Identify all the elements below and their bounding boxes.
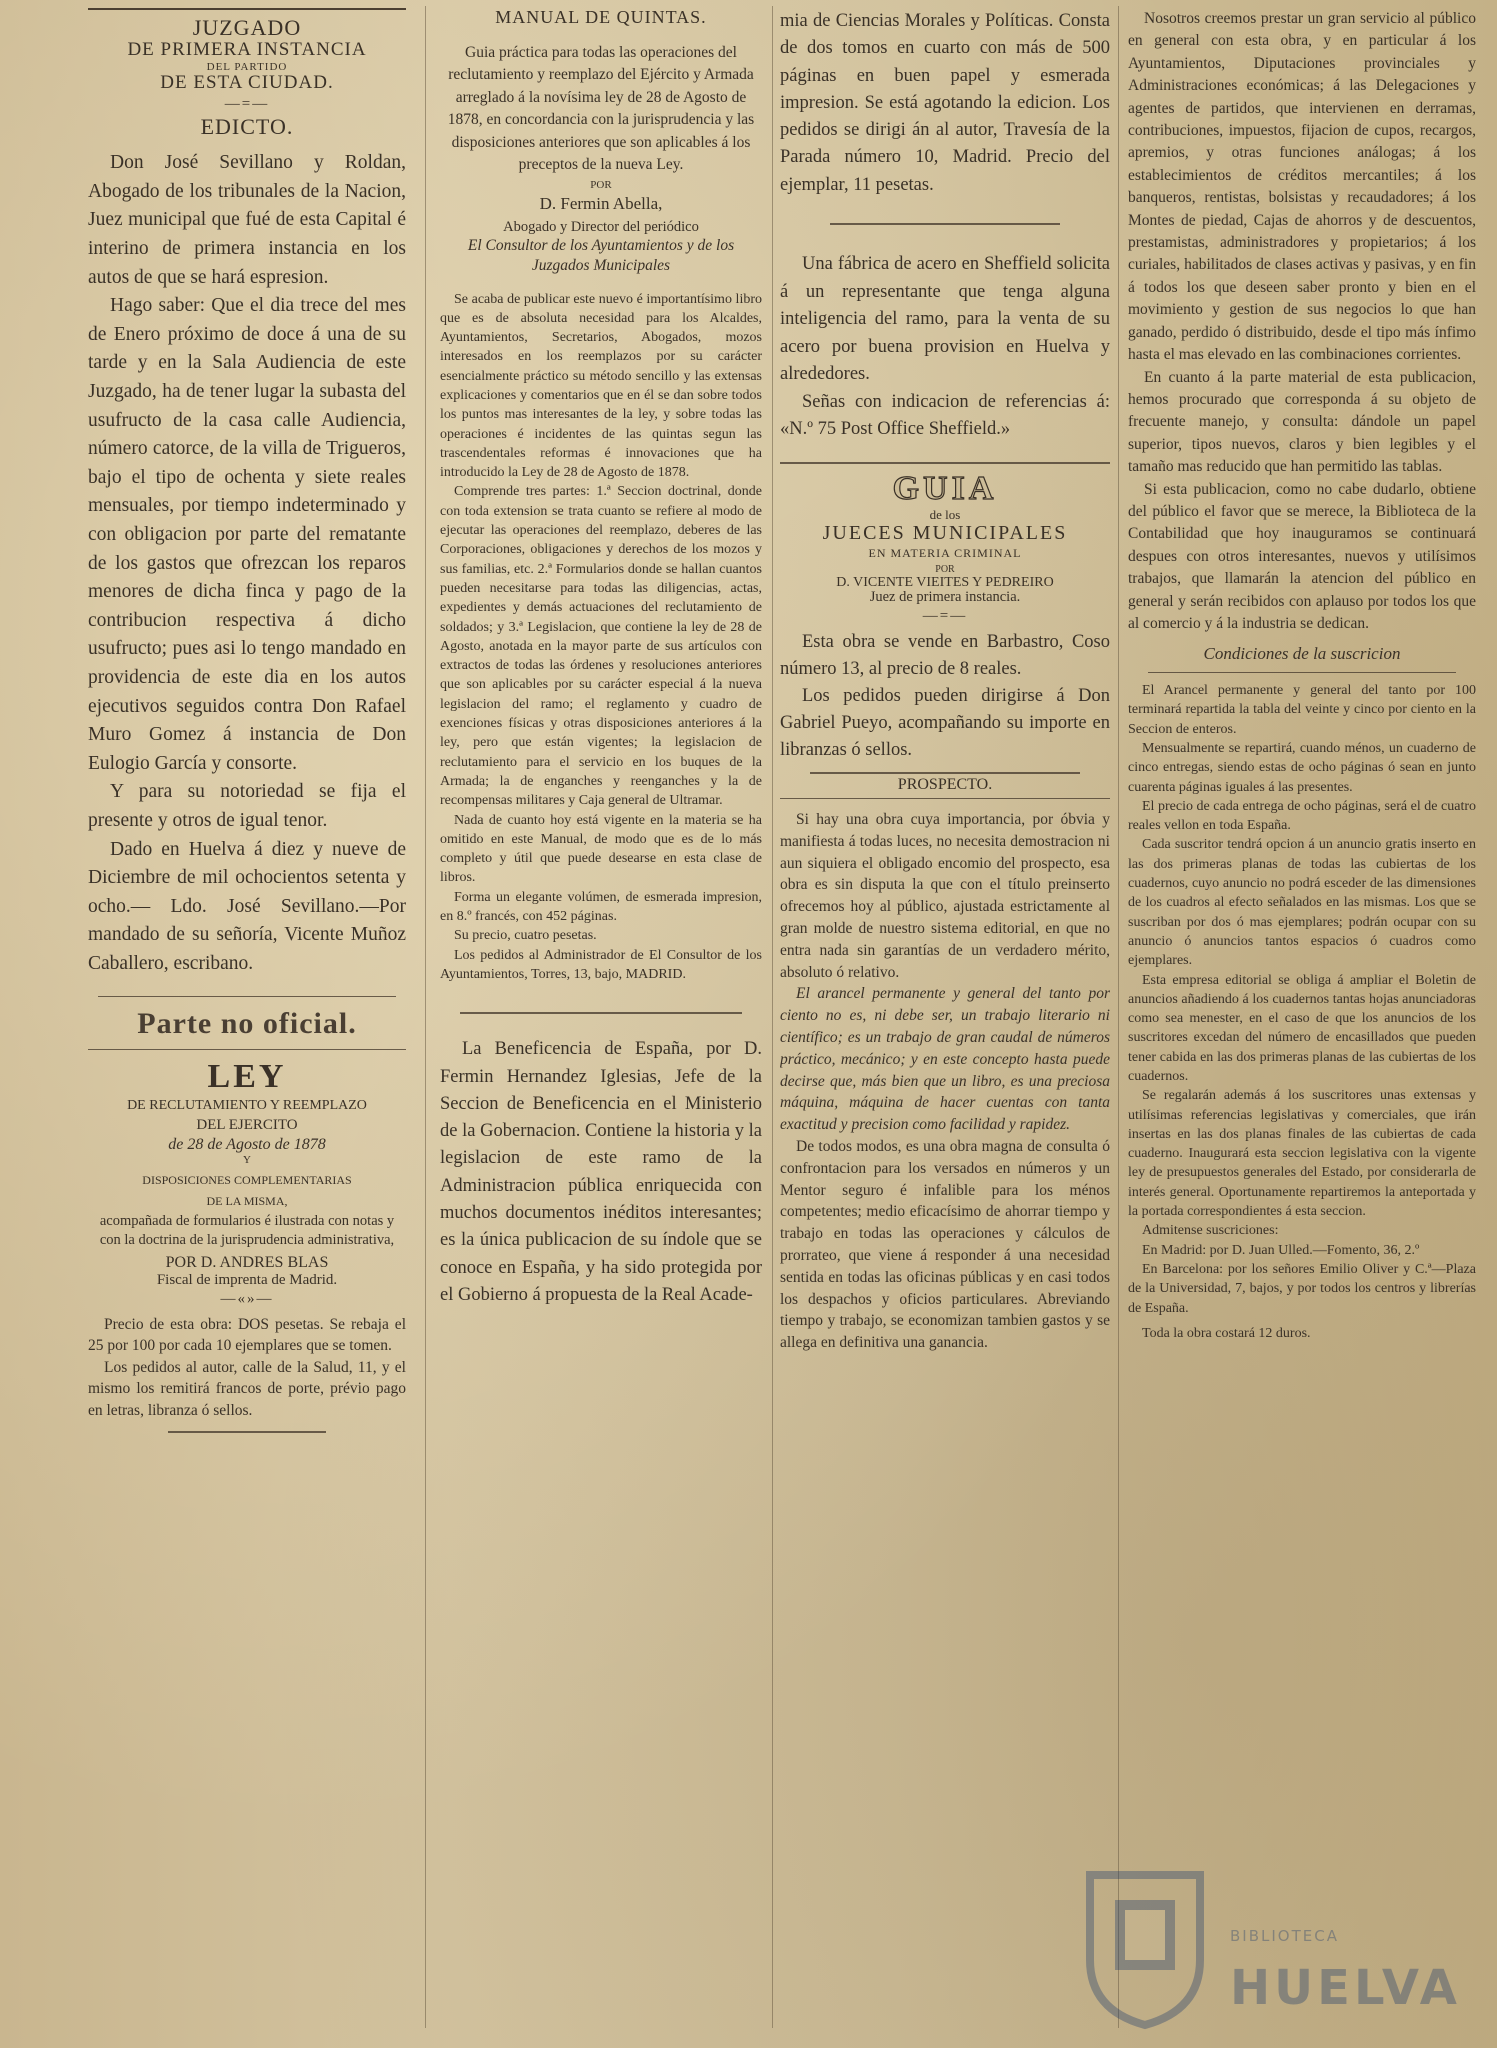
edicto-paragraph: Hago saber: Que el dia trece del mes de Enero próximo de doce á una de su tarde y en la Sala Audiencia de este Juzgado, ha de tener lugar la subasta del usufructo de la casa calle Audiencia, número catorce, de la villa de Trigueros, bajo el tipo de ochenta y siete reales mensuales, por tiempo indeterminado y con obligacion por parte del rematante de los gastos que ofrezcan los reparos menores de dicha finca y pago de la contribucion respectiva á dicho usufructo; pues asi lo tengo mandado en providencia de este dia en los autos ejecutivos seguidos contra Don Rafael Muro Gomez á instancia de Don Eulogio García y consorte.	[88, 295, 406, 774]
manual-intro-text: Guia práctica para todas las operaciones del reclutamiento y reemplazo del Ejército y Armada arreglado á la novísima ley de 28 de Agosto de 1878, en concordancia con la jurisprudencia y las disposiciones anteriores que son aplicables á los preceptos de la nueva Ley.	[447, 43, 755, 174]
beneficencia-ad	[440, 1036, 762, 1309]
ley-paragraph: Los pedidos al autor, calle de la Salud, 11, y el mismo los remitirá francos de porte, prévio pago en letras, libranza ó sellos.	[88, 1358, 406, 1419]
condiciones-paragraph: El precio de cada entrega de ocho páginas, será el de cuatro reales vellon en toda España.	[1128, 798, 1476, 834]
edicto-paragraph: Don José Sevillano y Roldan, Abogado de los tribunales de la Nacion, Juez municipal que fué de esta Capital é interino de primera instancia en los autos de que se hará espresion.	[88, 152, 406, 288]
manual-por: POR	[590, 178, 612, 191]
column-divider	[772, 6, 773, 2028]
manual-author: D. Fermin Abella,	[539, 193, 663, 213]
manual-paragraph: Los pedidos al Administrador de El Consultor de los Ayuntamientos, Torres, 13, bajo, MADRID.	[440, 947, 762, 982]
rule	[780, 462, 1110, 464]
prospecto-continued	[1128, 8, 1476, 635]
manual-paragraph: Forma un elegante volúmen, de esmerada impresion, en 8.º francés, con 452 páginas.	[440, 889, 762, 925]
sheffield-paragraph: Una fábrica de acero en Sheffield solicita á un representante que tenga alguna inteligencia del ramo, para la venta de su acero por buena provision en Huelva y alrededores.	[780, 254, 1110, 385]
ley-subtitle: Y	[243, 1153, 251, 1166]
guia-author: D. VICENTE VIEITES Y PEDREIRO	[836, 575, 1054, 591]
juzgado-heading: JUZGADO	[192, 15, 302, 40]
prospecto-body	[780, 809, 1110, 1354]
beneficencia-text: La Beneficencia de España, por D. Fermin Hernandez Iglesias, Jefe de la Seccion de Beneficencia en el Ministerio de la Gobernacion. Contiene la historia y la legislacion de este ramo de la Administracion pública enriquecida con muchos documentos inéditos interesantes; es la única publicacion de su índole que se conoce en España, y ha sido protegida por el Gobierno á propuesta de la Real Acade-	[440, 1039, 762, 1305]
condiciones-paragraph: En Barcelona: por los señores Emilio Oliver y C.ª—Plaza de la Universidad, 7, bajos, y por todos los centros y librerías de España.	[1128, 1261, 1476, 1316]
prospecto-paragraph: En cuanto á la parte material de esta publicacion, hemos procurado que corresponda á su objeto de frecuente manejo, y consulta: dándole un papel superior, tipos nuevos, claros y bien legibles y el tamaño mas reducido que han permitido las tablas.	[1128, 368, 1476, 476]
top-rule	[88, 8, 406, 10]
ley-author: POR D. ANDRES BLAS	[165, 1254, 329, 1272]
juzgado-heading: DE PRIMERA INSTANCIA	[127, 39, 367, 61]
rule	[780, 798, 1110, 799]
guia-subtitle: EN MATERIA CRIMINAL	[868, 545, 1022, 560]
manual-paragraph: Se acaba de publicar este nuevo é importantísimo libro que es de absoluta necesidad para los Alcaldes, Ayuntamientos, Secretarios, Abogados, mozos interesados en los reemplazos por su carácter esencialmente práctico su método sencillo y las extensas explicaciones y comentarios que en él se dan sobre todos los puntos mas interesantes de la ley, y sobre todas las operaciones é incidentes de las quintas segun las trascendentales reformas é innovaciones que ha introducido la Ley de 28 de Agosto de 1878.	[440, 291, 762, 481]
prospecto-paragraph: El arancel permanente y general del tanto por ciento no es, ni debe ser, un trabajo literario ni científico; es un trabajo de gran caudal de números práctico, mecánico; y en este concepto hasta puede decirse que, más bien que un libro, es una preciosa máquina, máquina de hacer cuentas con tanta exactitud y precision como facilidad y rapidez.	[780, 985, 1110, 1134]
prospecto-paragraph: Si esta publicacion, como no cabe dudarlo, obtiene del público el favor que se merece, la Biblioteca de la Contabilidad que hoy inauguramos se continuará despues con otros interesantes, nuevos y utilísimos trabajos, que llamarán la atencion del público en general y serán recibidos con aplauso por todos los que al comercio y á la industria se dedican.	[1128, 480, 1476, 632]
ley-subtitle: DE LA MISMA,	[206, 1194, 288, 1209]
prospecto-title: PROSPECTO.	[897, 776, 993, 794]
condiciones-paragraph: Se regalarán además á los suscritores unas extensas y utilísimas referencias legislativas y comerciales, que irán insertas en las dos planas finales de las cubiertas de cada cuaderno. Inaugurará esta seccion legislativa con la vigente ley de presupuestos generales del Estado, por considerarla de interés general. Oportunamente repartiremos la anteportada y la portada correspondientes á esta seccion.	[1128, 1088, 1476, 1220]
prospecto-paragraph: De todos modos, es una obra magna de consulta ó confrontacion para los versados en números y un Mentor seguro é infalible para los ménos competentes; medio eficacísimo de ahorrar tiempo y trabajo en todas las operaciones y cálculos de prorrateo, que viene á responder á una necesidad sentida en todas las oficinas públicas y en casi todos los despachos y oficios particulares. Abreviando tiempo y trabajo, se economizan tambien gastos y se allega en definitiva una ganancia.	[780, 1137, 1110, 1352]
watermark-subtitle: BIBLIOTECA	[1230, 1927, 1339, 1945]
guia-author-title: Juez de primera instancia.	[869, 589, 1021, 606]
library-watermark	[1080, 1865, 1470, 2035]
shield-logo-icon	[1080, 1865, 1210, 2030]
condiciones-paragraph: Toda la obra costará 12 duros.	[1142, 1325, 1311, 1341]
condiciones-paragraph: Admitense suscriciones:	[1142, 1223, 1279, 1239]
watermark-title: HUELVA	[1230, 1960, 1461, 2016]
manual-paragraph: Su precio, cuatro pesetas.	[454, 928, 597, 944]
condiciones-paragraph: Cada suscritor tendrá opcion á un anuncio gratis inserto en las dos primeras planas de todas las cubiertas de los cuadernos, cuyo anuncio no podrá esceder de las dimensiones de los cuadros al efecto señalados en las mismas. Los que se suscriban por dos ó mas ejemplares; podrán ocupar con su anuncio ó anuncios tantos espacios ó cuadros como ejemplares.	[1128, 837, 1476, 969]
manual-paragraph: Nada de cuanto hoy está vigente en la materia se ha omitido en este Manual, de modo que es de lo más completo y útil que puede desearse en esta clase de libros.	[440, 812, 762, 886]
edicto-paragraph: Dado en Huelva á diez y nueve de Diciembre de mil ochocientos setenta y ocho.— Ldo. José Sevillano.—Por mandado de su señoría, Vicente Muñoz Caballero, escribano.	[88, 838, 406, 974]
condiciones-body	[1128, 681, 1476, 1343]
beneficencia-continued	[780, 8, 1110, 199]
juzgado-heading: DE ESTA CIUDAD.	[160, 72, 334, 94]
ley-subtitle: DEL EJERCITO	[196, 1116, 298, 1133]
rule	[460, 1012, 742, 1014]
column-divider	[1118, 6, 1119, 2028]
beneficencia-text: mia de Ciencias Morales y Políticas. Consta de dos tomos en cuarto con más de 500 páginas en buen papel y esmerada impresion. Se está agotando la edicion. Los pedidos se dirigi án al autor, Travesía de la Parada número 10, Madrid. Precio del ejemplar, 11 pesetas.	[780, 11, 1110, 195]
edicto-paragraph: Y para su notoriedad se fija el presente y otros de igual tenor.	[88, 781, 406, 831]
rule	[830, 223, 1060, 225]
guia-body	[780, 629, 1110, 764]
manual-journal: El Consultor de los Ayuntamientos y de los Juzgados Municipales	[467, 236, 735, 274]
guia-paragraph: Los pedidos pueden dirigirse á Don Gabriel Pueyo, acompañando su importe en libranzas ó sellos.	[780, 686, 1110, 761]
separator: —=—	[922, 608, 968, 625]
ley-description: acompañada de formularios é ilustrada con notas y con la doctrina de la jurisprudencia administrativa,	[99, 1213, 395, 1249]
juzgado-heading: DEL PARTIDO	[206, 61, 288, 74]
column-4	[1128, 8, 1476, 1343]
manual-author-desc: Abogado y Director del periódico	[503, 218, 699, 235]
sheffield-ad	[780, 251, 1110, 444]
prospecto-paragraph: Si hay una obra cuya importancia, por óbvia y manifiesta á todas luces, no necesita demostracion ni aun siquiera el obligado encomio del prospecto, esa obra es sin disputa la que con el título preinserto ofrecemos hoy al público, ajustada estrictamente al gran molde de nuestro sistema editorial, en que no entra nada sin garantías de un verdadero mérito, absoluto ó relativo.	[780, 810, 1110, 981]
ley-body	[88, 1314, 406, 1422]
manual-title: MANUAL DE QUINTAS.	[495, 8, 707, 27]
column-3	[780, 8, 1110, 1354]
condiciones-paragraph: El Arancel permanente y general del tanto por 100 terminará repartida la tabla del veinte y cinco por ciento en la Seccion de enteros.	[1128, 683, 1476, 737]
manual-paragraph: Comprende tres partes: 1.ª Seccion doctrinal, donde con toda extension se trata cuanto se refiere al modo de ejecutar las operaciones del reemplazo, deberes de las Corporaciones, obligaciones y derechos de los mozos y sus familias, etc. 2.ª Formularios donde se hallan cuantos pueden necesitarse para todas las diligencias, actas, expedientes y demás actuaciones del reclutamiento de soldados; y 3.ª Legislacion, que contiene la ley de 28 de Agosto, anotada en la mayor parte de sus artículos con extractos de todas las órdenes y resoluciones anteriores que son aplicables por su carácter especial á la nueva legislacion del ramo; el reglamento y cuadro de exenciones físicas y otras disposiciones anteriores á la ley, pero que están vigentes; la legislacion de reclutamiento para el servicio en los buques de la Armada; la de enganches y reenganches y la de recompensas militares y Caja general de Ultramar.	[440, 484, 762, 809]
guia-title: GUIA	[892, 469, 998, 507]
parte-no-oficial-heading: Parte no oficial.	[137, 1007, 357, 1041]
rule	[98, 996, 396, 997]
guia-subtitle: de los	[929, 506, 961, 522]
condiciones-title: Condiciones de la suscricion	[1203, 644, 1401, 664]
condiciones-paragraph: Esta empresa editorial se obliga á ampliar el Boletin de anuncios añadiendo á los cuadernos tantas hojas anunciadoras como sea menester, en el caso de que los anuncios de los suscritores excedan del número de encasillados que pueden tener cabida en las dos primeras planas de las cubiertas de los cuadernos.	[1128, 972, 1476, 1084]
manual-body	[440, 290, 762, 985]
rule	[810, 772, 1080, 774]
guia-subtitle: JUECES MUNICIPALES	[822, 521, 1068, 544]
ley-author-title: Fiscal de imprenta de Madrid.	[156, 1272, 338, 1289]
condiciones-paragraph: En Madrid: por D. Juan Ulled.—Fomento, 36, 2.º	[1142, 1242, 1420, 1258]
prospecto-paragraph: Nosotros creemos prestar un gran servicio al público en general con esta obra, y en particular á los Ayuntamientos, Diputaciones provinciales y Administraciones económicas; á las Delegaciones y agentes de partidos, que intervienen en derramas, contribuciones, impuestos, fijacion de cupos, recargos, apremios, y otras funciones análogas; á los establecimientos de créditos mercantiles; á los banqueros, rentistas, bolsistas y recaudadores; á los Montes de piedad, Cajas de ahorros y de descuentos, prestamistas, administradores y propietarios; á los curiales, habilitados de clases activas y pasivas, y en fin á todos los que deseen saber pronto y bien en el movimiento y gestion de sus negocios lo que han ganado, perdido ó distribuido, desde el tipo más ínfimo hasta el mas elevado en las combinaciones corrientes.	[1128, 10, 1476, 364]
condiciones-paragraph: Mensualmente se repartirá, cuando ménos, un cuaderno de cinco entregas, siendo estas de ocho páginas ó sean en junto cuarenta páginas iguales á las presentes.	[1128, 740, 1476, 795]
ley-title: LEY	[207, 1058, 287, 1096]
column-2	[440, 8, 762, 1309]
edicto-title: EDICTO.	[200, 114, 294, 140]
ley-paragraph: Precio de esta obra: DOS pesetas. Se rebaja el 25 por 100 por cada 10 ejemplares que se tomen.	[88, 1315, 406, 1355]
ley-subtitle: DE RECLUTAMIENTO Y REEMPLAZO	[127, 1098, 367, 1114]
manual-intro	[440, 42, 762, 177]
separator: —«»—	[220, 1290, 274, 1307]
sheffield-paragraph: Señas con indicacion de referencias á: «N.º 75 Post Office Sheffield.»	[780, 391, 1110, 440]
rule	[88, 1049, 406, 1050]
column-1	[88, 8, 406, 1443]
rule	[168, 1431, 326, 1433]
edicto-body	[88, 149, 406, 978]
rule	[1148, 672, 1456, 673]
guia-paragraph: Esta obra se vende en Barbastro, Coso número 13, al precio de 8 reales.	[780, 632, 1110, 680]
guia-subtitle: POR	[935, 564, 955, 576]
column-divider	[425, 6, 426, 2028]
ley-subtitle: DISPOSICIONES COMPLEMENTARIAS	[142, 1173, 352, 1188]
separator: —=—	[224, 96, 270, 113]
ley-subtitle: de 28 de Agosto de 1878	[168, 1136, 326, 1154]
